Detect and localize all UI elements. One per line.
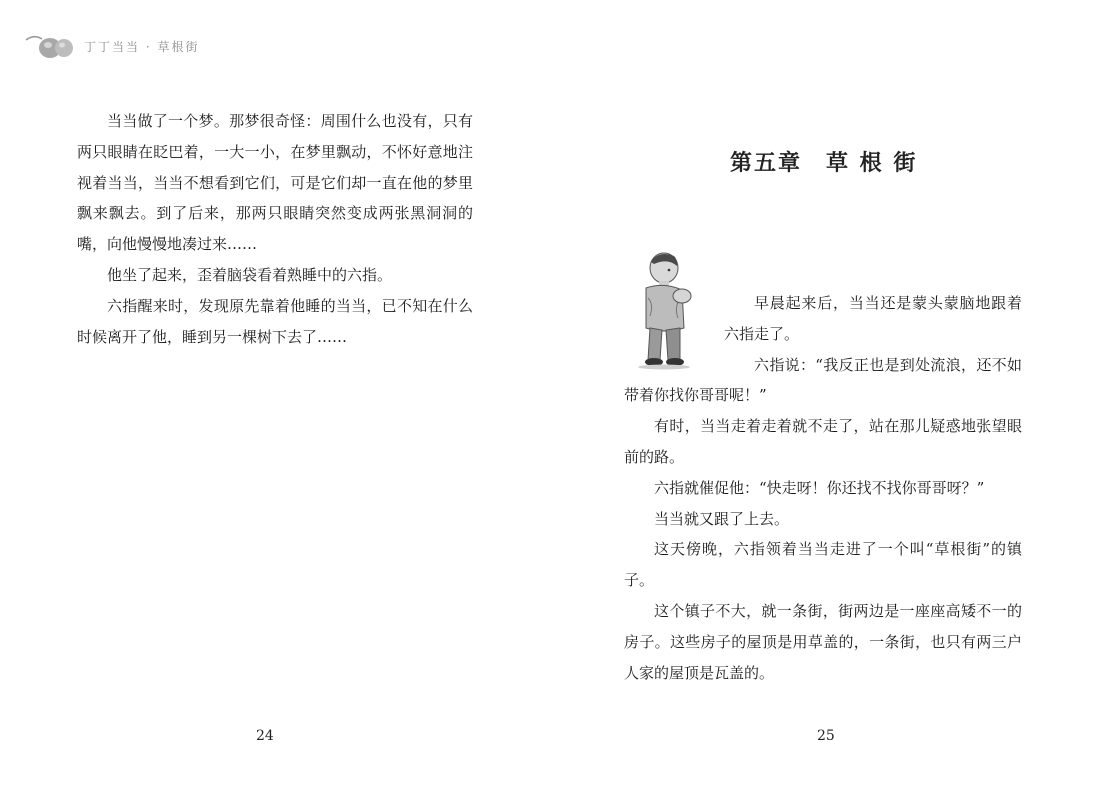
- gourd-logo-icon: [24, 30, 78, 62]
- paragraph: 当当做了一个梦。那梦很奇怪：周围什么也没有，只有两只眼睛在眨巴着，一大一小，在梦里飘动，不怀好意地注视着当当，当当不想看到它们，可是它们却一直在他的梦里飘来飘去。到了后来，那两只眼睛突然变成两张黑洞洞的嘴，向他慢慢地凑过来……: [77, 112, 473, 254]
- paragraph: 六指说：“我反正也是到处流浪，还不如带着你找你哥哥呢！”: [624, 355, 1022, 405]
- page-number-left: 24: [256, 728, 274, 744]
- page-number-right: 25: [817, 728, 835, 744]
- paragraph: 有时，当当走着走着就不走了，站在那儿疑惑地张望眼前的路。: [624, 417, 1022, 466]
- paragraph: 六指醒来时，发现原先靠着他睡的当当，已不知在什么时候离开了他，睡到另一棵树下去了……: [77, 296, 473, 346]
- left-page-body: [77, 106, 473, 352]
- illustration-space: [624, 288, 724, 380]
- paragraph: 这天傍晚，六指领着当当走进了一个叫“草根街”的镇子。: [624, 540, 1022, 590]
- paragraph: 早晨起来后，当当还是蒙头蒙脑地跟着六指走了。: [724, 294, 1022, 343]
- paragraph: 六指就催促他：“快走呀！你还找不找你哥哥呀？”: [654, 478, 985, 497]
- paragraph: 他坐了起来，歪着脑袋看着熟睡中的六指。: [107, 265, 393, 284]
- right-page-body: [624, 288, 1022, 688]
- paragraph: 当当就又跟了上去。: [654, 509, 790, 528]
- book-series-title: 丁丁当当 · 草根街: [84, 39, 200, 54]
- chapter-title: 第五章 草 根 街: [730, 150, 918, 176]
- paragraph: 这个镇子不大，就一条街，街两边是一座座高矮不一的房子。这些房子的屋顶是用草盖的，一条街，也只有两三户人家的屋顶是瓦盖的。: [624, 601, 1022, 682]
- header: [24, 30, 199, 62]
